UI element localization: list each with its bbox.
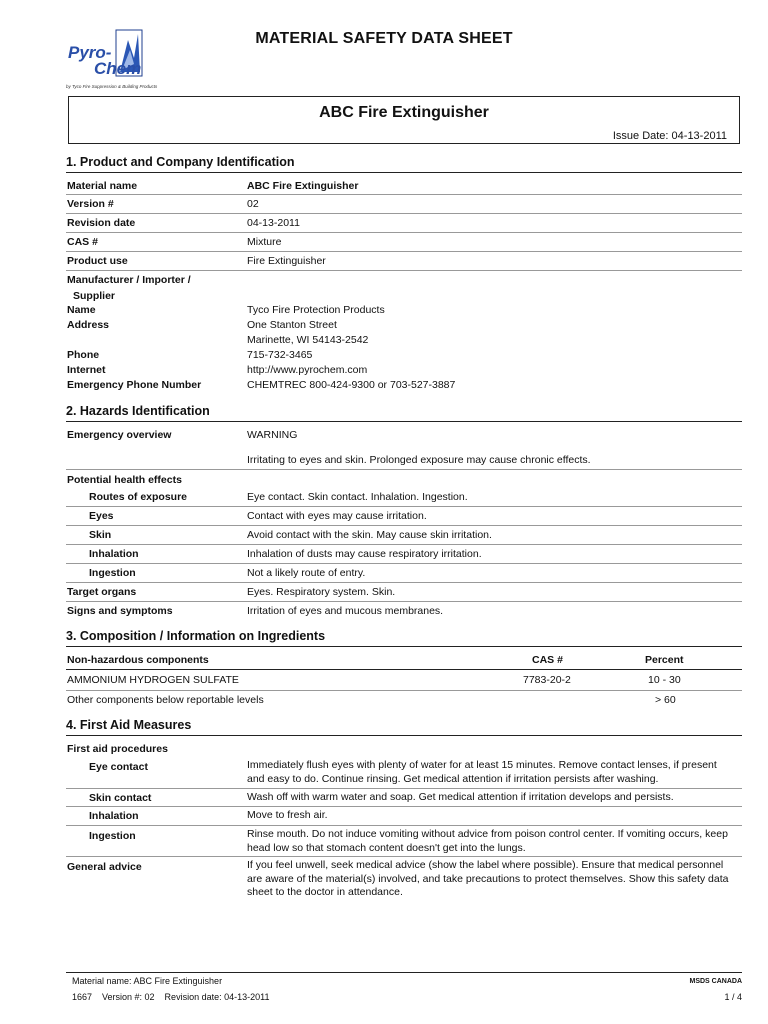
- value-emergency-phone: CHEMTREC 800-424-9300 or 703-527-3887: [247, 379, 456, 391]
- label-revision-date: Revision date: [67, 217, 136, 229]
- label-eyes: Eyes: [89, 510, 114, 522]
- footer-version-line: 1667 Version #: 02 Revision date: 04-13-2011: [72, 992, 270, 1002]
- logo-text-2: Chem: [94, 59, 142, 78]
- footer-page-number: 1 / 4: [724, 992, 742, 1002]
- value-name: Tyco Fire Protection Products: [247, 304, 385, 316]
- label-routes-of-exposure: Routes of exposure: [89, 491, 188, 503]
- label-inhalation-aid: Inhalation: [89, 810, 139, 822]
- value-general-advice: If you feel unwell, seek medical advice (show the label where possible). Ensure that medical personnel are aware of the material(s) involved, and take precautions to protect themselves. Show this safety data sheet to the doctor in attendance.: [247, 859, 729, 898]
- value-eye-contact: Immediately flush eyes with plenty of water for at least 15 minutes. Remove contact lenses, if present and easy to do. Continue rinsing. Get medical attention if irritation persists after washing.: [247, 759, 717, 785]
- label-emergency-phone: Emergency Phone Number: [67, 379, 202, 391]
- footer-material-name: Material name: ABC Fire Extinguisher: [72, 976, 223, 986]
- value-version: 02: [247, 198, 259, 210]
- value-material-name: ABC Fire Extinguisher: [247, 180, 359, 192]
- document-title: MATERIAL SAFETY DATA SHEET: [255, 30, 513, 47]
- label-internet: Internet: [67, 364, 106, 376]
- row-divider: [66, 232, 742, 233]
- label-version: Version #: [67, 198, 114, 210]
- section-2-heading: 2. Hazards Identification: [66, 404, 742, 422]
- label-product-use: Product use: [67, 255, 128, 267]
- value-address-line2: Marinette, WI 54143-2542: [247, 334, 369, 346]
- label-phone: Phone: [67, 349, 100, 361]
- value-warning: WARNING: [247, 429, 298, 441]
- label-name: Name: [67, 304, 96, 316]
- value-skin-contact: Wash off with warm water and soap. Get medical attention if irritation develops and persists.: [247, 791, 674, 803]
- col-header-component: Non-hazardous components: [67, 654, 209, 666]
- row-divider: [66, 806, 742, 807]
- product-title: ABC Fire Extinguisher: [319, 104, 489, 121]
- section-4-heading: 4. First Aid Measures: [66, 718, 742, 736]
- value-target-organs: Eyes. Respiratory system. Skin.: [247, 586, 396, 598]
- logo-text-1: Pyro-: [68, 43, 112, 62]
- label-potential-health-effects: Potential health effects: [67, 474, 182, 486]
- label-ingestion-aid: Ingestion: [89, 830, 136, 842]
- label-target-organs: Target organs: [67, 586, 137, 598]
- label-first-aid-procedures: First aid procedures: [67, 743, 168, 755]
- value-eyes: Contact with eyes may cause irritation.: [247, 510, 427, 522]
- row-divider: [66, 825, 742, 826]
- value-cas: Mixture: [247, 236, 282, 248]
- label-eye-contact: Eye contact: [89, 761, 148, 773]
- label-signs-symptoms: Signs and symptoms: [67, 605, 173, 617]
- label-inhalation: Inhalation: [89, 548, 139, 560]
- row-divider: [66, 525, 742, 526]
- label-address: Address: [67, 319, 110, 331]
- row-divider: [66, 251, 742, 252]
- row-divider: [66, 788, 742, 789]
- value-address-line1: One Stanton Street: [247, 319, 337, 331]
- col-header-percent: Percent: [645, 654, 684, 666]
- row-divider: [66, 856, 742, 857]
- label-general-advice: General advice: [67, 861, 142, 873]
- value-inhalation-aid: Move to fresh air.: [247, 809, 328, 821]
- product-title-box: [68, 96, 740, 144]
- value-inhalation: Inhalation of dusts may cause respiratory irritation.: [247, 548, 482, 560]
- footer-region: MSDS CANADA: [689, 978, 742, 985]
- row-divider: [66, 194, 742, 195]
- section-3-heading: 3. Composition / Information on Ingredients: [66, 629, 742, 647]
- label-emergency-overview: Emergency overview: [67, 429, 172, 441]
- label-cas: CAS #: [67, 236, 98, 248]
- other-components: Other components below reportable levels: [67, 694, 264, 706]
- table-header-divider: [66, 669, 742, 670]
- label-material-name: Material name: [67, 180, 138, 192]
- value-overview-text: Irritating to eyes and skin. Prolonged exposure may cause chronic effects.: [247, 454, 591, 466]
- label-manufacturer: Manufacturer / Importer /: [67, 274, 191, 286]
- row-divider: [66, 469, 742, 470]
- other-components-percent: > 60: [655, 694, 676, 706]
- section-1-heading: 1. Product and Company Identification: [66, 155, 742, 173]
- row-divider: [66, 601, 742, 602]
- label-skin-contact: Skin contact: [89, 792, 152, 804]
- row-divider: [66, 506, 742, 507]
- value-ingestion-aid: Rinse mouth. Do not induce vomiting without advice from poison control center. If vomiting occurs, keep head low so that stomach content doesn't get into the lungs.: [247, 828, 728, 854]
- component-name: AMMONIUM HYDROGEN SULFATE: [67, 674, 239, 686]
- value-skin: Avoid contact with the skin. May cause skin irritation.: [247, 529, 492, 541]
- row-divider: [66, 213, 742, 214]
- logo-tagline: by Tyco Fire Suppression & Building Products: [66, 84, 158, 89]
- value-product-use: Fire Extinguisher: [247, 255, 326, 267]
- label-ingestion: Ingestion: [89, 567, 136, 579]
- value-revision-date: 04-13-2011: [247, 217, 300, 229]
- row-divider: [66, 270, 742, 271]
- row-divider: [66, 563, 742, 564]
- col-header-cas: CAS #: [532, 654, 563, 666]
- value-signs-symptoms: Irritation of eyes and mucous membranes.: [247, 605, 444, 617]
- issue-date: Issue Date: 04-13-2011: [612, 130, 727, 142]
- row-divider: [66, 544, 742, 545]
- component-cas: 7783-20-2: [523, 674, 571, 686]
- value-phone: 715-732-3465: [247, 349, 313, 361]
- label-skin: Skin: [89, 529, 112, 541]
- value-routes-of-exposure: Eye contact. Skin contact. Inhalation. Ingestion.: [247, 491, 468, 503]
- value-ingestion: Not a likely route of entry.: [247, 567, 366, 579]
- row-divider: [66, 582, 742, 583]
- label-supplier: Supplier: [73, 290, 116, 302]
- footer-divider: [66, 972, 742, 973]
- value-internet: http://www.pyrochem.com: [247, 364, 368, 376]
- row-divider: [66, 690, 742, 691]
- component-percent: 10 - 30: [648, 674, 681, 686]
